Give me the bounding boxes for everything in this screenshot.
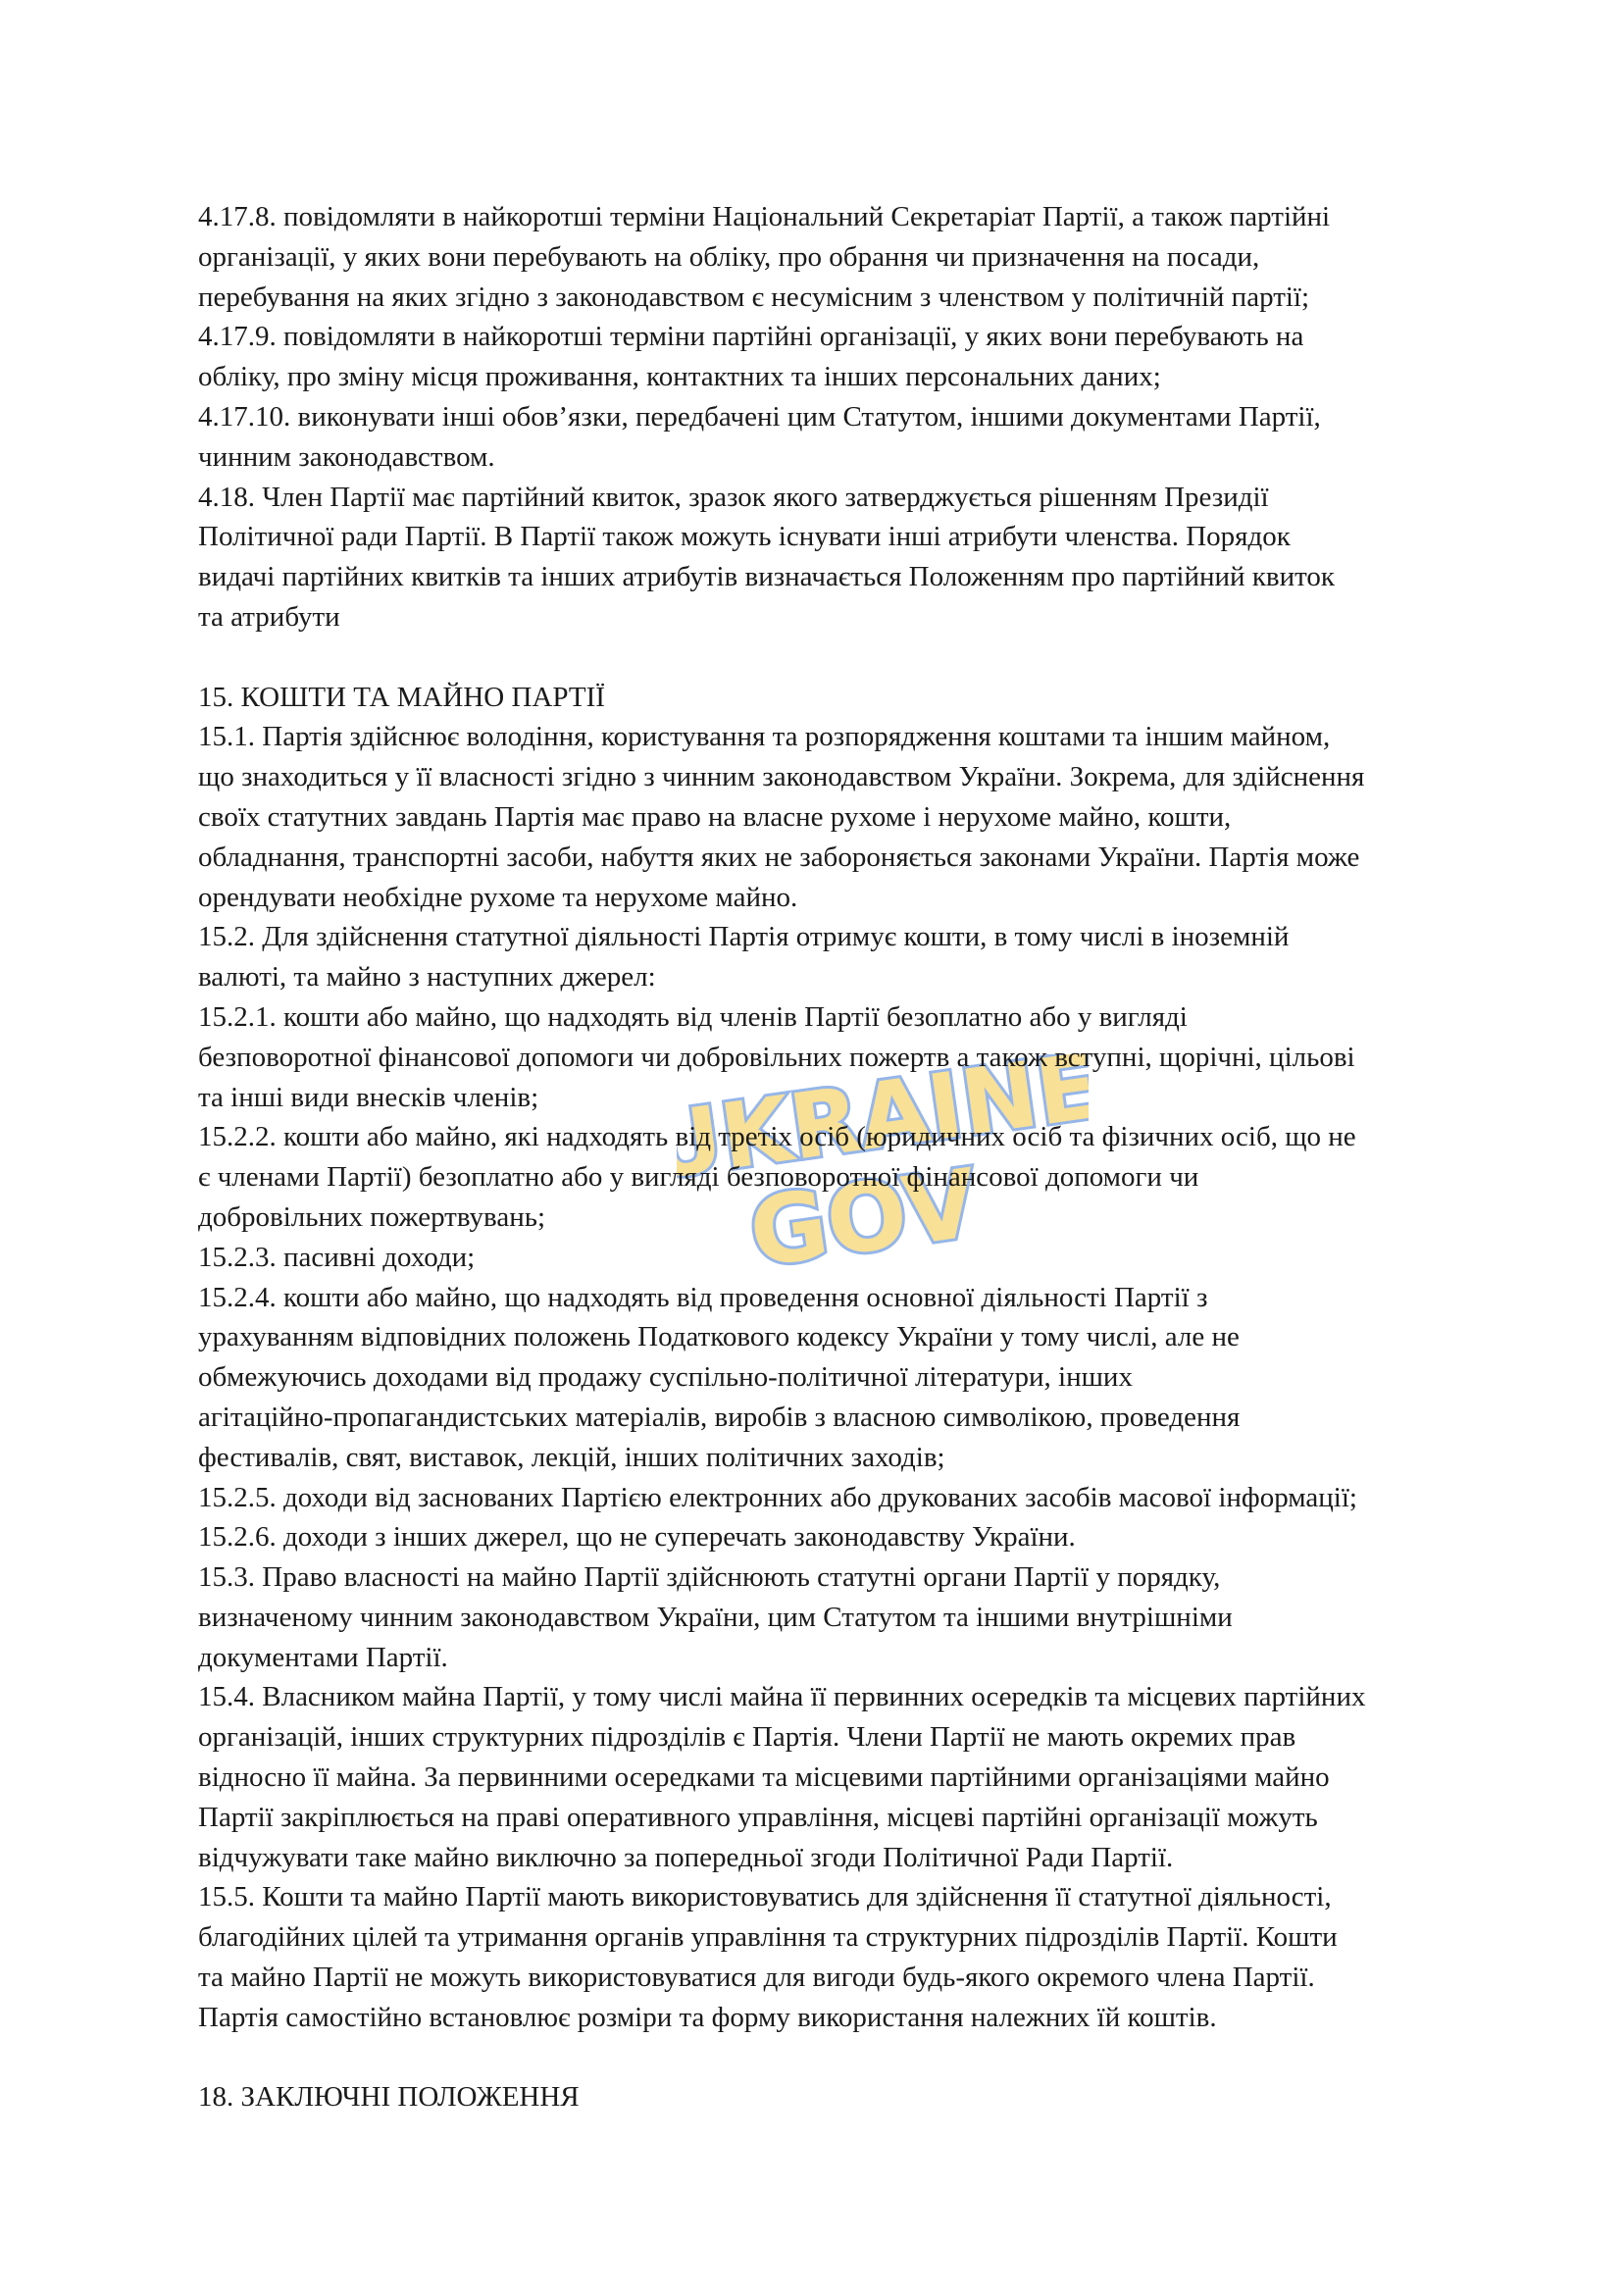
paragraph-line: та майно Партії не можуть використовуватися для вигоди будь-якого окремого члена Партії.	[198, 1962, 1315, 1994]
paragraph-line: документами Партії.	[198, 1641, 448, 1673]
document-page	[198, 197, 1463, 2117]
paragraph-line: 15.2.2. кошти або майно, які надходять від третіх осіб (юридичних осіб та фізичних осіб, що не	[198, 1121, 1356, 1153]
section-14-continuation	[198, 197, 1463, 637]
section-15	[198, 678, 1463, 2038]
paragraph-line: що знаходиться у її власності згідно з чинним законодавством України. Зокрема, для здійснення	[198, 761, 1365, 793]
paragraph-line: урахуванням відповідних положень Податкового кодексу України у тому числі, але не	[198, 1321, 1240, 1353]
paragraph-line: фестивалів, свят, виставок, лекцій, інших політичних заходів;	[198, 1441, 945, 1473]
paragraph-line: Партії закріплюється на праві оперативного управління, місцеві партійні організації можуть	[198, 1801, 1318, 1833]
paragraph-line: безповоротної фінансової допомоги чи добровільних пожертв а також вступні, щорічні, цільові	[198, 1041, 1355, 1073]
paragraph-line: 4.18. Член Партії має партійний квиток, зразок якого затверджується рішенням Президії	[198, 481, 1269, 513]
paragraph-line: 15.2. Для здійснення статутної діяльності Партія отримує кошти, в тому числі в іноземній	[198, 921, 1290, 953]
paragraph-line: 15.3. Право власності на майно Партії здійснюють статутні органи Партії у порядку,	[198, 1561, 1221, 1594]
paragraph-line: 15.1. Партія здійснює володіння, користування та розпорядження коштами та іншим майном,	[198, 721, 1331, 753]
paragraph-line: добровільних пожертвувань;	[198, 1200, 546, 1233]
paragraph-line: чинним законодавством.	[198, 440, 495, 473]
paragraph-line: 15.2.3. пасивні доходи;	[198, 1241, 476, 1273]
paragraph-line: та інші види внесків членів;	[198, 1081, 539, 1113]
section-heading: 18. ЗАКЛЮЧНІ ПОЛОЖЕННЯ	[198, 2081, 580, 2114]
section-spacer	[198, 637, 1463, 678]
paragraph-line: Партія самостійно встановлює розміри та форму використання належних їй коштів.	[198, 2001, 1217, 2033]
paragraph-line: агітаційно-пропагандистських матеріалів, виробів з власною символікою, проведення	[198, 1401, 1241, 1433]
paragraph-line: відносно її майна. За первинними осередками та місцевими партійними організаціями майно	[198, 1761, 1330, 1794]
paragraph-line: 15.4. Власником майна Партії, у тому числі майна її первинних осередків та місцевих партійних	[198, 1681, 1366, 1713]
paragraph-line: та атрибути	[198, 600, 340, 633]
paragraph-line: 15.2.5. доходи від заснованих Партією електронних або друкованих засобів масової інформації;	[198, 1481, 1357, 1513]
paragraph-line: 15.2.1. кошти або майно, що надходять від членів Партії безоплатно або у вигляді	[198, 1000, 1188, 1033]
paragraph-line: перебування на яких згідно з законодавством є несумісним з членством у політичній партії;	[198, 280, 1310, 313]
watermark-top-text: UKRAINE	[677, 1054, 1089, 1200]
paragraph-line: 4.17.10. виконувати інші обов’язки, передбачені цим Статутом, іншими документами Партії,	[198, 400, 1321, 433]
paragraph-line: своїх статутних завдань Партія має право на власне рухоме і нерухоме майно, кошти,	[198, 800, 1232, 833]
paragraph-line: обліку, про зміну місця проживання, контактних та інших персональних даних;	[198, 361, 1161, 393]
paragraph-line: визначеному чинним законодавством України, цим Статутом та іншими внутрішніми	[198, 1601, 1233, 1633]
section-18	[198, 2077, 1463, 2117]
paragraph-line: 15.2.6. доходи з інших джерел, що не суперечать законодавству України.	[198, 1521, 1076, 1554]
paragraph-line: валюті, та майно з наступних джерел:	[198, 961, 656, 994]
paragraph-line: обладнання, транспортні засоби, набуття яких не забороняється законами України. Партія може	[198, 841, 1360, 873]
paragraph-line: Політичної ради Партії. В Партії також можуть існувати інші атрибути членства. Порядок	[198, 521, 1291, 553]
paragraph-line: організації, у яких вони перебувають на обліку, про обрання чи призначення на посади,	[198, 240, 1260, 273]
paragraph-line: 15.5. Кошти та майно Партії мають використовуватись для здійснення її статутної діяльності,	[198, 1881, 1332, 1913]
section-spacer	[198, 2038, 1463, 2078]
paragraph-line: обмежуючись доходами від продажу суспільно-політичної літератури, інших	[198, 1361, 1133, 1394]
section-heading: 15. КОШТИ ТА МАЙНО ПАРТІЇ	[198, 681, 605, 713]
paragraph-line: 4.17.8. повідомляти в найкоротші терміни Національний Секретаріат Партії, а також партійні	[198, 201, 1331, 232]
paragraph-line: є членами Партії) безоплатно або у вигляді безповоротної фінансової допомоги чи	[198, 1161, 1199, 1194]
paragraph-line: організацій, інших структурних підрозділів є Партія. Члени Партії не мають окремих прав	[198, 1721, 1296, 1754]
paragraph-line: видачі партійних квитків та інших атрибутів визначається Положенням про партійний квиток	[198, 561, 1335, 593]
paragraph-line: благодійних цілей та утримання органів управління та структурних підрозділів Партії. Кошти	[198, 1921, 1338, 1954]
watermark-bottom-text: GOV	[742, 1147, 985, 1270]
paragraph-line: орендувати необхідне рухоме та нерухоме майно.	[198, 881, 798, 913]
paragraph-line: 4.17.9. повідомляти в найкоротші терміни партійні організації, у яких вони перебувають на	[198, 321, 1304, 353]
paragraph-line: 15.2.4. кошти або майно, що надходять від проведення основної діяльності Партії з	[198, 1281, 1208, 1313]
paragraph-line: відчужувати таке майно виключно за попередньої згоди Політичної Ради Партії.	[198, 1841, 1174, 1873]
